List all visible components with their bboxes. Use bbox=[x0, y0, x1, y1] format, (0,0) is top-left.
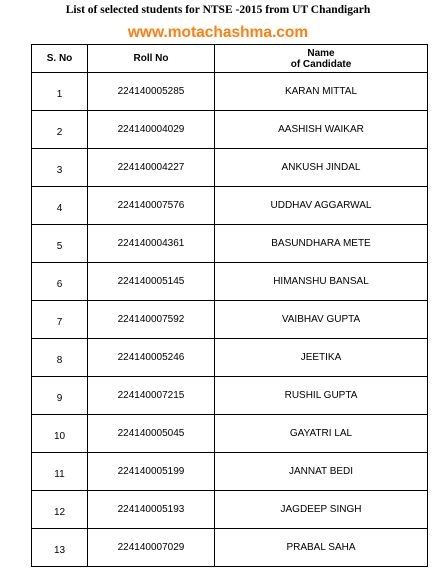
table-row bbox=[32, 377, 428, 415]
candidate-name-cell: BASUNDHARA METE bbox=[215, 225, 428, 263]
roll-number-cell: 224140004361 bbox=[88, 225, 215, 263]
roll-number-cell: 224140004029 bbox=[88, 111, 215, 149]
serial-cell: 7 bbox=[32, 301, 88, 339]
serial-cell: 3 bbox=[32, 149, 88, 187]
roll-number-cell: 224140007029 bbox=[88, 529, 215, 567]
roll-number-cell: 224140005285 bbox=[88, 73, 215, 111]
roll-number-cell: 224140005246 bbox=[88, 339, 215, 377]
serial-cell: 12 bbox=[32, 491, 88, 529]
roll-number-cell: 224140007576 bbox=[88, 187, 215, 225]
table-row bbox=[32, 529, 428, 567]
serial-cell: 13 bbox=[32, 529, 88, 567]
candidate-name-cell: RUSHIL GUPTA bbox=[215, 377, 428, 415]
candidate-name-cell: JANNAT BEDI bbox=[215, 453, 428, 491]
header-name-line1: Name bbox=[307, 47, 335, 59]
candidate-name-cell: GAYATRI LAL bbox=[215, 415, 428, 453]
table-header-row bbox=[32, 45, 428, 73]
candidate-name-cell: KARAN MITTAL bbox=[215, 73, 428, 111]
serial-cell: 6 bbox=[32, 263, 88, 301]
table-row bbox=[32, 187, 428, 225]
students-table bbox=[31, 44, 428, 567]
roll-number-cell: 224140004227 bbox=[88, 149, 215, 187]
candidate-name-cell: AASHISH WAIKAR bbox=[215, 111, 428, 149]
table-row bbox=[32, 73, 428, 111]
candidate-name-cell: UDDHAV AGGARWAL bbox=[215, 187, 428, 225]
header-serial: S. No bbox=[32, 45, 88, 73]
document-title: List of selected students for NTSE -2015 from UT Chandigarh bbox=[65, 4, 371, 16]
roll-number-cell: 224140005045 bbox=[88, 415, 215, 453]
table-row bbox=[32, 149, 428, 187]
table-row bbox=[32, 453, 428, 491]
header-name-line2: of Candidate bbox=[290, 58, 352, 70]
table-row bbox=[32, 415, 428, 453]
serial-cell: 11 bbox=[32, 453, 88, 491]
candidate-name-cell: HIMANSHU BANSAL bbox=[215, 263, 428, 301]
table-row bbox=[32, 339, 428, 377]
table-row bbox=[32, 301, 428, 339]
candidate-name-cell: JEETIKA bbox=[215, 339, 428, 377]
candidate-name-cell: PRABAL SAHA bbox=[215, 529, 428, 567]
candidate-name-cell: VAIBHAV GUPTA bbox=[215, 301, 428, 339]
candidate-name-cell: JAGDEEP SINGH bbox=[215, 491, 428, 529]
table-row bbox=[32, 225, 428, 263]
roll-number-cell: 224140005199 bbox=[88, 453, 215, 491]
header-roll: Roll No bbox=[88, 45, 215, 73]
serial-cell: 9 bbox=[32, 377, 88, 415]
serial-cell: 4 bbox=[32, 187, 88, 225]
roll-number-cell: 224140005193 bbox=[88, 491, 215, 529]
serial-cell: 8 bbox=[32, 339, 88, 377]
table-row bbox=[32, 263, 428, 301]
serial-cell: 1 bbox=[32, 73, 88, 111]
table-row bbox=[32, 111, 428, 149]
candidate-name-cell: ANKUSH JINDAL bbox=[215, 149, 428, 187]
serial-cell: 10 bbox=[32, 415, 88, 453]
serial-cell: 2 bbox=[32, 111, 88, 149]
serial-cell: 5 bbox=[32, 225, 88, 263]
roll-number-cell: 224140007592 bbox=[88, 301, 215, 339]
table-row bbox=[32, 491, 428, 529]
watermark-link[interactable]: www.motachashma.com bbox=[127, 24, 309, 41]
roll-number-cell: 224140005145 bbox=[88, 263, 215, 301]
header-name bbox=[215, 45, 428, 73]
roll-number-cell: 224140007215 bbox=[88, 377, 215, 415]
